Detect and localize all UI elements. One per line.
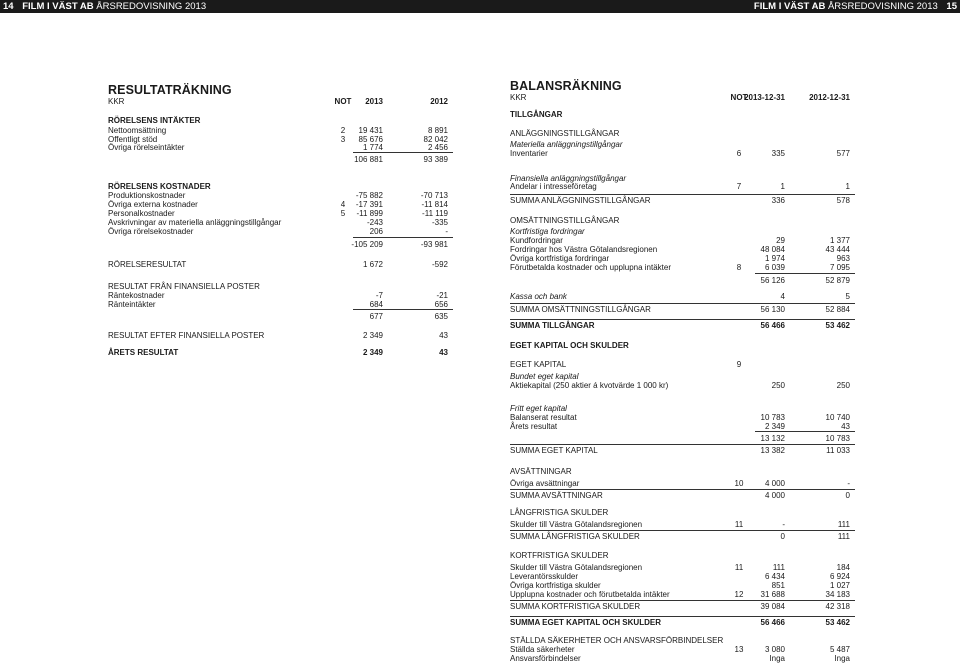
balance-row <box>510 645 855 654</box>
balance-row <box>510 110 855 119</box>
balance-row-value-current: 6 434 <box>764 572 785 581</box>
income-row-value-current: -11 899 <box>356 209 383 218</box>
income-row <box>108 312 453 321</box>
balance-row-value-current: 4 000 <box>764 491 785 500</box>
balance-row <box>510 581 855 590</box>
balance-row <box>510 227 855 236</box>
balance-row-value-current: 1 <box>780 182 785 191</box>
income-row-value-previous: -11 119 <box>422 209 448 218</box>
income-row-value-previous: -592 <box>431 260 448 269</box>
balance-row-value-current: 111 <box>772 563 785 572</box>
sum-rule <box>510 319 855 320</box>
balance-row-value-previous: 111 <box>837 532 850 541</box>
balance-row-value-previous: 10 783 <box>825 434 850 443</box>
income-row-label: Övriga rörelseintäkter <box>108 143 185 152</box>
balance-row-value-current: 13 132 <box>760 434 785 443</box>
left-header-title: ÅRSREDOVISNING 2013 <box>96 1 207 12</box>
subtotal-rule <box>353 237 453 238</box>
balance-row <box>510 129 855 138</box>
balance-row <box>510 479 855 488</box>
balance-row-note: 8 <box>736 263 742 272</box>
balance-row-note: 6 <box>736 149 742 158</box>
income-row-note: 5 <box>340 209 346 218</box>
income-row-value-current: 677 <box>369 312 383 321</box>
income-column-headers <box>108 97 453 106</box>
subtotal-rule <box>755 431 855 432</box>
income-row <box>108 182 453 191</box>
balance-row <box>510 636 855 645</box>
income-row-value-previous: -11 814 <box>421 200 448 209</box>
balance-row <box>510 572 855 581</box>
balance-row-label: SUMMA ANLÄGGNINGSTILLGÅNGAR <box>510 196 651 205</box>
income-row-value-previous: 43 <box>439 331 448 340</box>
balance-row-value-previous: 43 <box>841 422 850 431</box>
balance-row-value-current: 3 080 <box>764 645 785 654</box>
balance-row <box>510 467 855 476</box>
balance-row-value-previous: - <box>847 479 850 488</box>
balance-row-label: Kassa och bank <box>510 292 567 301</box>
balance-row-value-current: 4 <box>780 292 785 301</box>
balance-row <box>510 551 855 560</box>
balance-row-value-previous: 53 462 <box>825 618 850 627</box>
income-row-value-current: 2 349 <box>362 348 383 357</box>
income-row-value-previous: 43 <box>439 348 448 357</box>
income-note-header: NOT <box>334 97 352 106</box>
balance-row <box>510 360 855 369</box>
income-row-value-previous: -21 <box>436 291 448 300</box>
sum-rule <box>510 303 855 304</box>
income-row <box>108 126 453 135</box>
balance-row-note: 13 <box>734 645 744 654</box>
balance-title: BALANSRÄKNING <box>510 79 622 93</box>
balance-row-value-previous: 6 924 <box>829 572 850 581</box>
balance-row-value-current: 1 974 <box>764 254 785 263</box>
balance-row <box>510 532 855 541</box>
balance-row-value-previous: 43 444 <box>825 245 850 254</box>
income-row <box>108 200 453 209</box>
income-row <box>108 240 453 249</box>
balance-row-value-current: 0 <box>780 532 785 541</box>
income-row-value-current: 85 676 <box>358 135 383 144</box>
balance-row-label: Aktiekapital (250 aktier á kvotvärde 1 000 kr) <box>510 381 669 390</box>
balance-row-label: STÄLLDA SÄKERHETER OCH ANSVARSFÖRBINDELSER <box>510 636 724 645</box>
balance-row-value-current: 6 039 <box>764 263 785 272</box>
balance-row-value-previous: 5 <box>845 292 850 301</box>
balance-row-value-previous: 42 318 <box>825 602 850 611</box>
balance-row-value-current: 4 000 <box>764 479 785 488</box>
income-row-label: RÖRELSENS INTÄKTER <box>108 116 201 125</box>
balance-row-label: KORTFRISTIGA SKULDER <box>510 551 609 560</box>
income-col-2012: 2012 <box>430 97 448 106</box>
balance-row-value-previous: 250 <box>836 381 850 390</box>
income-row-value-previous: -93 981 <box>420 240 448 249</box>
income-unit: KKR <box>108 97 125 106</box>
right-header-title: ÅRSREDOVISNING 2013 <box>827 1 938 12</box>
balance-row <box>510 618 855 627</box>
balance-row-label: SUMMA EGET KAPITAL OCH SKULDER <box>510 618 661 627</box>
income-row <box>108 300 453 309</box>
income-row <box>108 116 453 125</box>
balance-row-label: Fritt eget kapital <box>510 404 567 413</box>
balance-row <box>510 590 855 599</box>
balance-row-value-current: 56 130 <box>760 305 785 314</box>
balance-row <box>510 381 855 390</box>
income-row <box>108 155 453 164</box>
income-row-label: ÅRETS RESULTAT <box>108 348 179 357</box>
income-row <box>108 209 453 218</box>
income-row-value-current: -243 <box>366 218 383 227</box>
right-page-number: 15 <box>946 1 957 12</box>
balance-row-label: SUMMA AVSÄTTNINGAR <box>510 491 603 500</box>
balance-row <box>510 305 855 314</box>
balance-row <box>510 422 855 431</box>
sum-rule <box>510 194 855 195</box>
income-row-value-current: 206 <box>369 227 383 236</box>
balance-row <box>510 236 855 245</box>
income-row-label: Produktionskostnader <box>108 191 186 200</box>
balance-row-value-current: 39 084 <box>760 602 785 611</box>
balance-row <box>510 245 855 254</box>
balance-sheet <box>510 79 855 663</box>
income-row-label: RÖRELSERESULTAT <box>108 260 187 269</box>
balance-row-label: EGET KAPITAL <box>510 360 567 369</box>
balance-row-value-current: - <box>782 520 785 529</box>
income-row-value-current: -7 <box>375 291 383 300</box>
balance-row-note: 11 <box>734 520 744 529</box>
balance-row-label: ANLÄGGNINGSTILLGÅNGAR <box>510 129 620 138</box>
income-row-note: 2 <box>340 126 346 135</box>
balance-row-label: Ställda säkerheter <box>510 645 575 654</box>
balance-row-label: Övriga avsättningar <box>510 479 580 488</box>
income-row-label: Offentligt stöd <box>108 135 158 144</box>
income-row-label: Övriga externa kostnader <box>108 200 198 209</box>
balance-row-value-current: 56 466 <box>760 618 785 627</box>
sum-rule <box>510 600 855 601</box>
balance-row-value-previous: 11 033 <box>826 446 850 455</box>
income-row-label: Ränteintäkter <box>108 300 156 309</box>
balance-row-value-previous: 5 487 <box>829 645 850 654</box>
balance-row <box>510 446 855 455</box>
balance-row-value-previous: 52 879 <box>825 276 850 285</box>
balance-row <box>510 182 855 191</box>
balance-row <box>510 149 855 158</box>
balance-row-label: Upplupna kostnader och förutbetalda intäkter <box>510 590 670 599</box>
balance-row-label: AVSÄTTNINGAR <box>510 467 572 476</box>
balance-row-value-previous: 184 <box>836 563 850 572</box>
income-row <box>108 218 453 227</box>
income-row-value-current: 106 881 <box>354 155 383 164</box>
balance-row-note: 10 <box>734 479 744 488</box>
balance-row <box>510 434 855 443</box>
left-page-number: 14 <box>3 1 14 12</box>
balance-row-value-current: Inga <box>769 654 785 663</box>
balance-row <box>510 602 855 611</box>
balance-row-label: Balanserat resultat <box>510 413 577 422</box>
balance-row-label: Ansvarsförbindelser <box>510 654 581 663</box>
balance-row-note: 9 <box>736 360 742 369</box>
income-row-value-current: 2 349 <box>362 331 383 340</box>
income-row-value-current: -75 882 <box>355 191 383 200</box>
balance-unit: KKR <box>510 93 527 102</box>
balance-row <box>510 321 855 330</box>
balance-row-label: EGET KAPITAL OCH SKULDER <box>510 341 629 350</box>
balance-row-label: LÅNGFRISTIGA SKULDER <box>510 508 609 517</box>
balance-row-label: Kundfordringar <box>510 236 563 245</box>
balance-note-header: NOT <box>730 93 748 102</box>
balance-row-label: Skulder till Västra Götalandsregionen <box>510 520 643 529</box>
balance-row <box>510 196 855 205</box>
income-row-note: 4 <box>340 200 346 209</box>
sum-rule <box>510 489 855 490</box>
balance-row-label: SUMMA LÅNGFRISTIGA SKULDER <box>510 532 640 541</box>
income-row <box>108 331 453 340</box>
balance-row-value-previous: 1 377 <box>829 236 850 245</box>
income-row-label: Personalkostnader <box>108 209 175 218</box>
balance-row-value-previous: 577 <box>836 149 850 158</box>
income-row-value-previous: -335 <box>431 218 448 227</box>
balance-row-value-current: 13 382 <box>760 446 785 455</box>
income-row-value-current: 1 672 <box>362 260 383 269</box>
right-header-org: FILM I VÄST AB <box>753 1 826 12</box>
balance-row <box>510 508 855 517</box>
income-row-label: RESULTAT EFTER FINANSIELLA POSTER <box>108 331 265 340</box>
income-statement <box>108 83 453 357</box>
balance-row-value-previous: 1 027 <box>829 581 850 590</box>
balance-row-value-current: 31 688 <box>760 590 785 599</box>
balance-row-label: Bundet eget kapital <box>510 372 579 381</box>
balance-row-value-previous: 578 <box>836 196 850 205</box>
balance-col-2013: 2013-12-31 <box>744 93 785 102</box>
balance-row-label: TILLGÅNGAR <box>510 110 563 119</box>
balance-row-value-current: 250 <box>771 381 785 390</box>
balance-row <box>510 372 855 381</box>
page-header-bar <box>0 0 960 13</box>
balance-row-label: SUMMA OMSÄTTNINGSTILLGÅNGAR <box>510 305 651 314</box>
balance-row-label: SUMMA KORTFRISTIGA SKULDER <box>510 602 641 611</box>
income-row-value-previous: 82 042 <box>423 135 448 144</box>
income-row-note: 3 <box>340 135 346 144</box>
balance-row-label: Fordringar hos Västra Götalandsregionen <box>510 245 658 254</box>
balance-row <box>510 404 855 413</box>
income-row-label: RESULTAT FRÅN FINANSIELLA POSTER <box>108 282 260 291</box>
income-row <box>108 348 453 357</box>
left-header-org: FILM I VÄST AB <box>22 1 94 12</box>
balance-col-2012: 2012-12-31 <box>809 93 850 102</box>
income-row <box>108 191 453 200</box>
balance-row-value-current: 851 <box>771 581 785 590</box>
balance-row-note: 11 <box>734 563 744 572</box>
balance-row <box>510 563 855 572</box>
subtotal-rule <box>353 152 453 153</box>
income-row-value-current: 684 <box>369 300 383 309</box>
balance-row-label: Övriga kortfristiga fordringar <box>510 254 610 263</box>
income-row-value-previous: 8 891 <box>427 126 448 135</box>
balance-row-value-previous: 963 <box>836 254 850 263</box>
subtotal-rule <box>353 309 453 310</box>
balance-row-value-current: 335 <box>771 149 785 158</box>
balance-row <box>510 413 855 422</box>
income-row-value-current: 1 774 <box>362 143 383 152</box>
balance-row-label: SUMMA EGET KAPITAL <box>510 446 598 455</box>
income-row-value-previous: 93 389 <box>423 155 448 164</box>
balance-column-headers <box>510 93 855 102</box>
income-row-label: Nettoomsättning <box>108 126 167 135</box>
balance-row <box>510 491 855 500</box>
balance-row-value-current: 29 <box>776 236 785 245</box>
balance-row-value-previous: 1 <box>845 182 850 191</box>
balance-row-label: Materiella anläggningstillgångar <box>510 140 623 149</box>
income-row-value-previous: - <box>445 227 448 236</box>
balance-row-value-previous: 7 095 <box>829 263 850 272</box>
income-col-2013: 2013 <box>365 97 383 106</box>
balance-row-label: Förutbetalda kostnader och upplupna intäkter <box>510 263 671 272</box>
balance-row-label: Övriga kortfristiga skulder <box>510 581 601 590</box>
income-title: RESULTATRÄKNING <box>108 83 232 97</box>
sum-rule <box>510 616 855 617</box>
right-page-header <box>754 0 957 13</box>
sum-rule <box>510 530 855 531</box>
balance-row-value-current: 336 <box>771 196 785 205</box>
balance-row <box>510 341 855 350</box>
balance-row <box>510 276 855 285</box>
balance-row-label: Kortfristiga fordringar <box>510 227 585 236</box>
balance-row-value-previous: Inga <box>834 654 850 663</box>
income-row <box>108 227 453 236</box>
balance-row <box>510 140 855 149</box>
balance-row-label: Andelar i intresseföretag <box>510 182 597 191</box>
income-row-label: Avskrivningar av materiella anläggningstillgångar <box>108 218 282 227</box>
income-row-value-previous: 656 <box>434 300 448 309</box>
subtotal-rule <box>755 273 855 274</box>
income-row-label: RÖRELSENS KOSTNADER <box>108 182 211 191</box>
balance-row <box>510 254 855 263</box>
balance-row-note: 7 <box>736 182 742 191</box>
balance-row-label: Finansiella anläggningstillgångar <box>510 174 627 183</box>
balance-row-value-previous: 10 740 <box>825 413 850 422</box>
income-row-value-current: 19 431 <box>358 126 383 135</box>
balance-row-value-previous: 52 884 <box>825 305 850 314</box>
balance-row-label: Skulder till Västra Götalandsregionen <box>510 563 643 572</box>
income-row-label: Övriga rörelsekostnader <box>108 227 194 236</box>
income-row-value-current: -105 209 <box>351 240 383 249</box>
balance-row-note: 12 <box>734 590 744 599</box>
balance-row <box>510 263 855 272</box>
income-row-value-current: -17 391 <box>355 200 383 209</box>
balance-row <box>510 654 855 663</box>
balance-row-label: Inventarier <box>510 149 548 158</box>
balance-row-label: OMSÄTTNINGSTILLGÅNGAR <box>510 216 620 225</box>
balance-row-value-previous: 53 462 <box>825 321 850 330</box>
income-row-value-previous: -70 713 <box>420 191 448 200</box>
income-row-value-previous: 635 <box>434 312 448 321</box>
balance-row <box>510 292 855 301</box>
balance-row-value-current: 56 466 <box>760 321 785 330</box>
balance-row-value-current: 2 349 <box>764 422 785 431</box>
balance-row-value-current: 10 783 <box>760 413 785 422</box>
balance-row-label: Årets resultat <box>510 422 558 431</box>
balance-row-value-previous: 34 183 <box>825 590 850 599</box>
income-row-value-previous: 2 456 <box>427 143 448 152</box>
sum-rule <box>510 444 855 445</box>
income-row <box>108 143 453 152</box>
balance-row-value-previous: 0 <box>845 491 850 500</box>
balance-row-value-current: 56 126 <box>760 276 785 285</box>
left-page-header <box>3 0 206 13</box>
balance-row-value-previous: 111 <box>837 520 850 529</box>
income-row <box>108 291 453 300</box>
income-row <box>108 282 453 291</box>
balance-row <box>510 216 855 225</box>
income-row-label: Räntekostnader <box>108 291 165 300</box>
balance-row-value-current: 48 084 <box>760 245 785 254</box>
balance-row-label: SUMMA TILLGÅNGAR <box>510 321 595 330</box>
income-row <box>108 260 453 269</box>
balance-row <box>510 520 855 529</box>
balance-row-label: Leverantörsskulder <box>510 572 579 581</box>
